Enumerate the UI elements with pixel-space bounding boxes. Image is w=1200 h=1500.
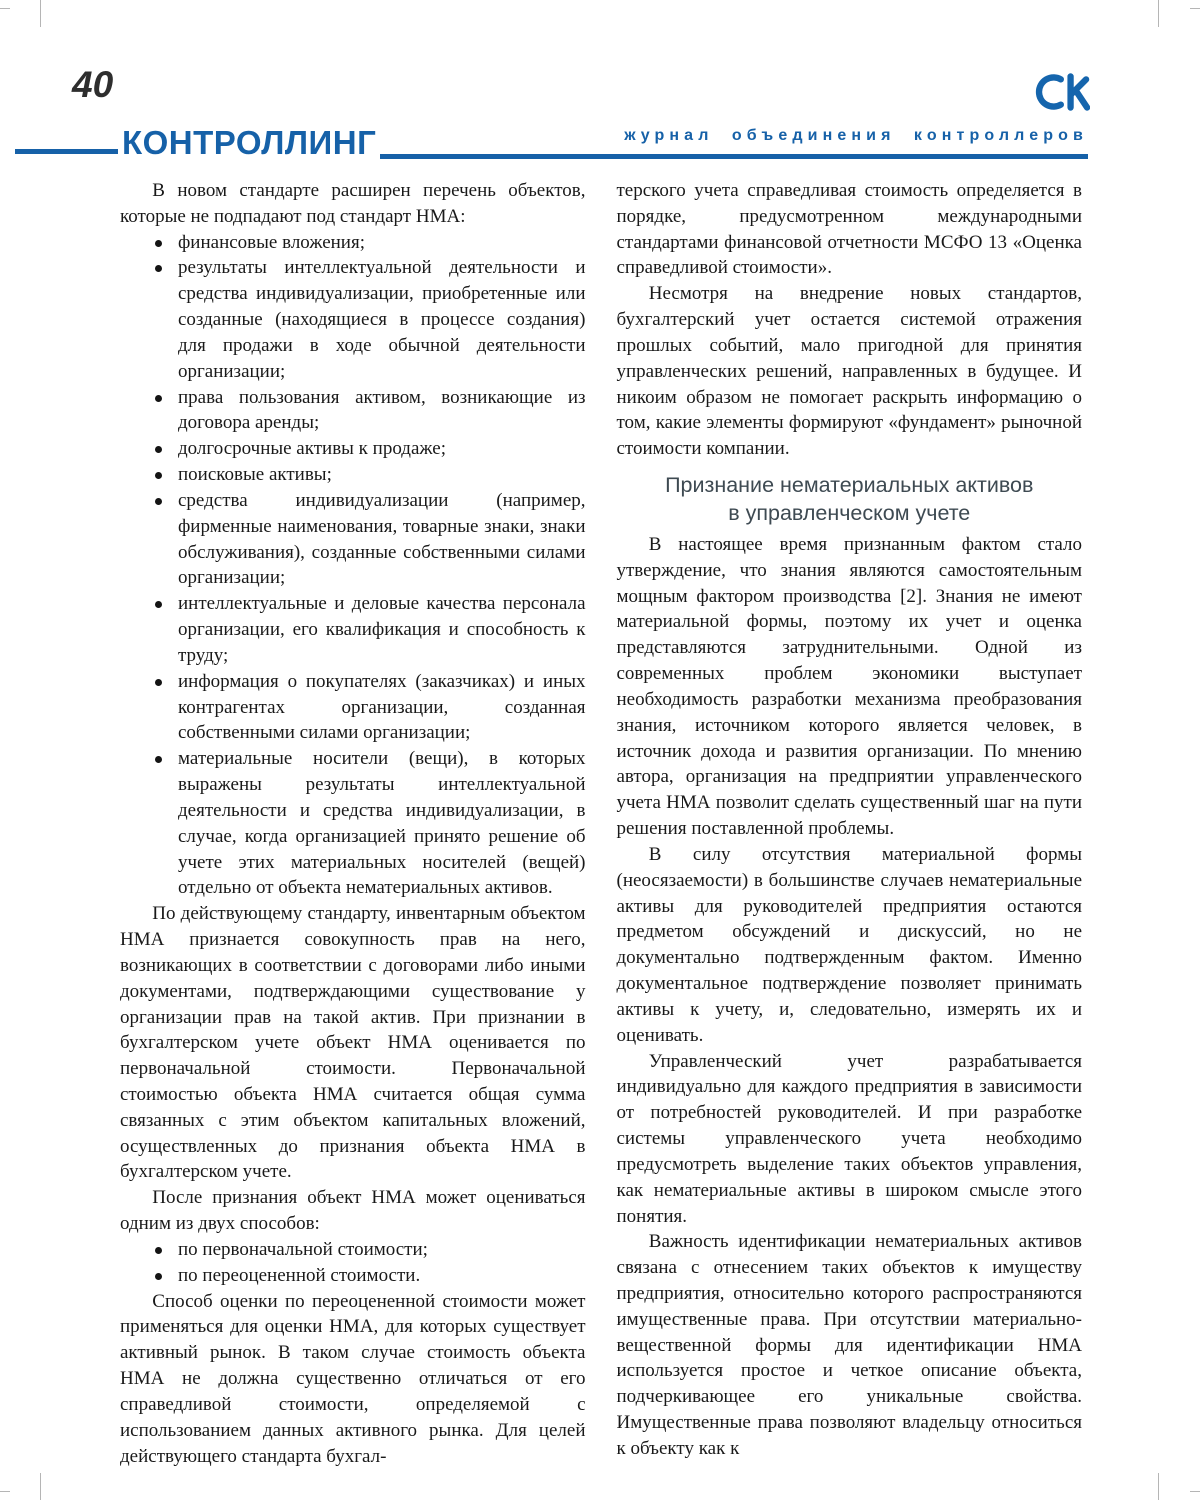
section-heading-line: Признание нематериальных активов	[665, 473, 1034, 498]
list-item: финансовые вложения;	[178, 230, 586, 256]
section-heading	[617, 472, 1083, 528]
bullet-list	[120, 1237, 586, 1289]
crop-mark	[1190, 8, 1200, 9]
crop-mark	[0, 8, 10, 9]
section-heading-line: в управленческом учете	[728, 501, 971, 526]
crop-mark	[1158, 1473, 1159, 1500]
list-item: поисковые активы;	[178, 462, 586, 488]
paragraph: По действующему стандарту, инвентарным объектом НМА признается совокупность прав на него, возникающих в соответствии с договорами либо иными документами, подтверждающими существование у организации прав на такой актив. При признании в бухгалтерском учете объект НМА оценивается по первоначальной стоимости. Первоначальной стоимостью объекта НМА считается общая сумма связанных с этим объектом капитальных вложений, осуществленных до признания объекта НМА в бухгалтерском учете.	[120, 903, 586, 1183]
paragraph: Управленческий учет разрабатывается индивидуально для каждого предприятия в зависимости от потребностей руководителей. И при разработке системы управленческого учета необходимо предусмотреть выделение таких объектов управления, как нематериальные активы в широком смысле этого понятия.	[616, 1050, 1082, 1227]
paragraph: Несмотря на внедрение новых стандартов, бухгалтерский учет остается системой отражения прошлых событий, мало пригодной для принятия управленческих решений, направленных в будущее. И никоим образом не помогает раскрыть информацию о том, какие элементы формируют «фундамент» рыночной стоимости компании.	[616, 283, 1082, 460]
header-rule-right	[380, 127, 1088, 159]
list-item: средства индивидуализации (например, фирменные наименования, товарные знаки, знаки обслуживания), созданные собственными силами организации;	[178, 488, 586, 591]
list-item: долгосрочные активы к продаже;	[178, 436, 586, 462]
list-item: по первоначальной стоимости;	[178, 1237, 586, 1263]
list-item: права пользования активом, возникающие из договора аренды;	[178, 385, 586, 437]
header-rule-left	[15, 149, 118, 154]
journal-title: КОНТРОЛЛИНГ	[122, 124, 377, 161]
crop-mark	[0, 1491, 10, 1492]
list-item: результаты интеллектуальной деятельности и средства индивидуализации, приобретенные или созданные (находящиеся в процессе создания) для продажи в ходе обычной деятельности организации;	[178, 255, 586, 384]
paragraph: Способ оценки по переоцененной стоимости может применяться для оценки НМА, для которых существует активный рынок. В таком случае стоимость объекта НМА не должна существенно отличаться от его справедливой стоимости, определяемой с использованием данных активного рынка. Для целей действующего стандарта бухгал-	[120, 1290, 586, 1467]
bullet-list	[120, 230, 586, 902]
crop-mark	[1158, 0, 1159, 27]
list-item: по переоцененной стоимости.	[178, 1263, 586, 1289]
paragraph: Важность идентификации нематериальных активов связана с отнесением таких объектов к имуществу предприятия, относительно которого распространяются имущественные права. При отсутствии материально-вещественной формы для идентификации НМА используется простое и четкое описание объекта, подчеркивающее его уникальные свойства. Имущественные права позволяют владельцу относиться к объекту как к	[616, 1231, 1082, 1459]
article-body	[120, 178, 1082, 1467]
page-number: 40	[72, 64, 114, 105]
right-column	[617, 178, 1083, 1460]
list-item: материальные носители (вещи), в которых выражены результаты интеллектуальной деятельности и средства индивидуализации, в случае, когда организацией принято решение об учете этих материальных носителей (вещей) отдельно от объекта нематериальных активов.	[178, 746, 586, 901]
masthead	[15, 126, 1088, 159]
paragraph: В настоящее время признанным фактом стало утверждение, что знания являются самостоятельным мощным фактором производства [2]. Знания не имеют материальной формы, поэтому их учет и оценка представляются затруднительными. Одной из современных проблем экономики выступает необходимость разработки механизма преобразования знания, источником которого является человек, в источник дохода и развития организации. По мнению автора, организация на предприятии управленческого учета НМА позволит сделать существенный шаг на пути решения поставленной проблемы.	[616, 533, 1082, 840]
list-item: информация о покупателях (заказчиках) и иных контрагентах организации, созданная собственными силами организации;	[178, 669, 586, 746]
paragraph: В силу отсутствия материальной формы (неосязаемости) в большинстве случаев нематериальные активы для руководителей предприятия остаются предметом обсуждений и дискуссий, но не документально подтвержденным фактом. Именно документальное подтверждение позволяет принимать активы к учету, и, следовательно, измерять их и оценивать.	[616, 843, 1082, 1046]
paragraph: В новом стандарте расширен перечень объектов, которые не подпадают под стандарт НМА:	[120, 180, 586, 227]
paragraph: терского учета справедливая стоимость определяется в порядке, предусмотренном международными стандартами финансовой отчетности МСФО 13 «Оценка справедливой стоимости».	[616, 180, 1082, 279]
ck-monogram-icon	[1022, 70, 1090, 119]
left-column	[120, 178, 586, 1467]
journal-subtitle: журнал объединения контроллеров	[624, 127, 1088, 144]
crop-mark	[40, 1473, 41, 1500]
top-bar	[72, 66, 1090, 119]
crop-mark	[40, 0, 41, 27]
paragraph: После признания объект НМА может оцениваться одним из двух способов:	[120, 1187, 586, 1235]
crop-mark	[1190, 1491, 1200, 1492]
list-item: интеллектуальные и деловые качества персонала организации, его квалификация и способность к труду;	[178, 591, 586, 668]
